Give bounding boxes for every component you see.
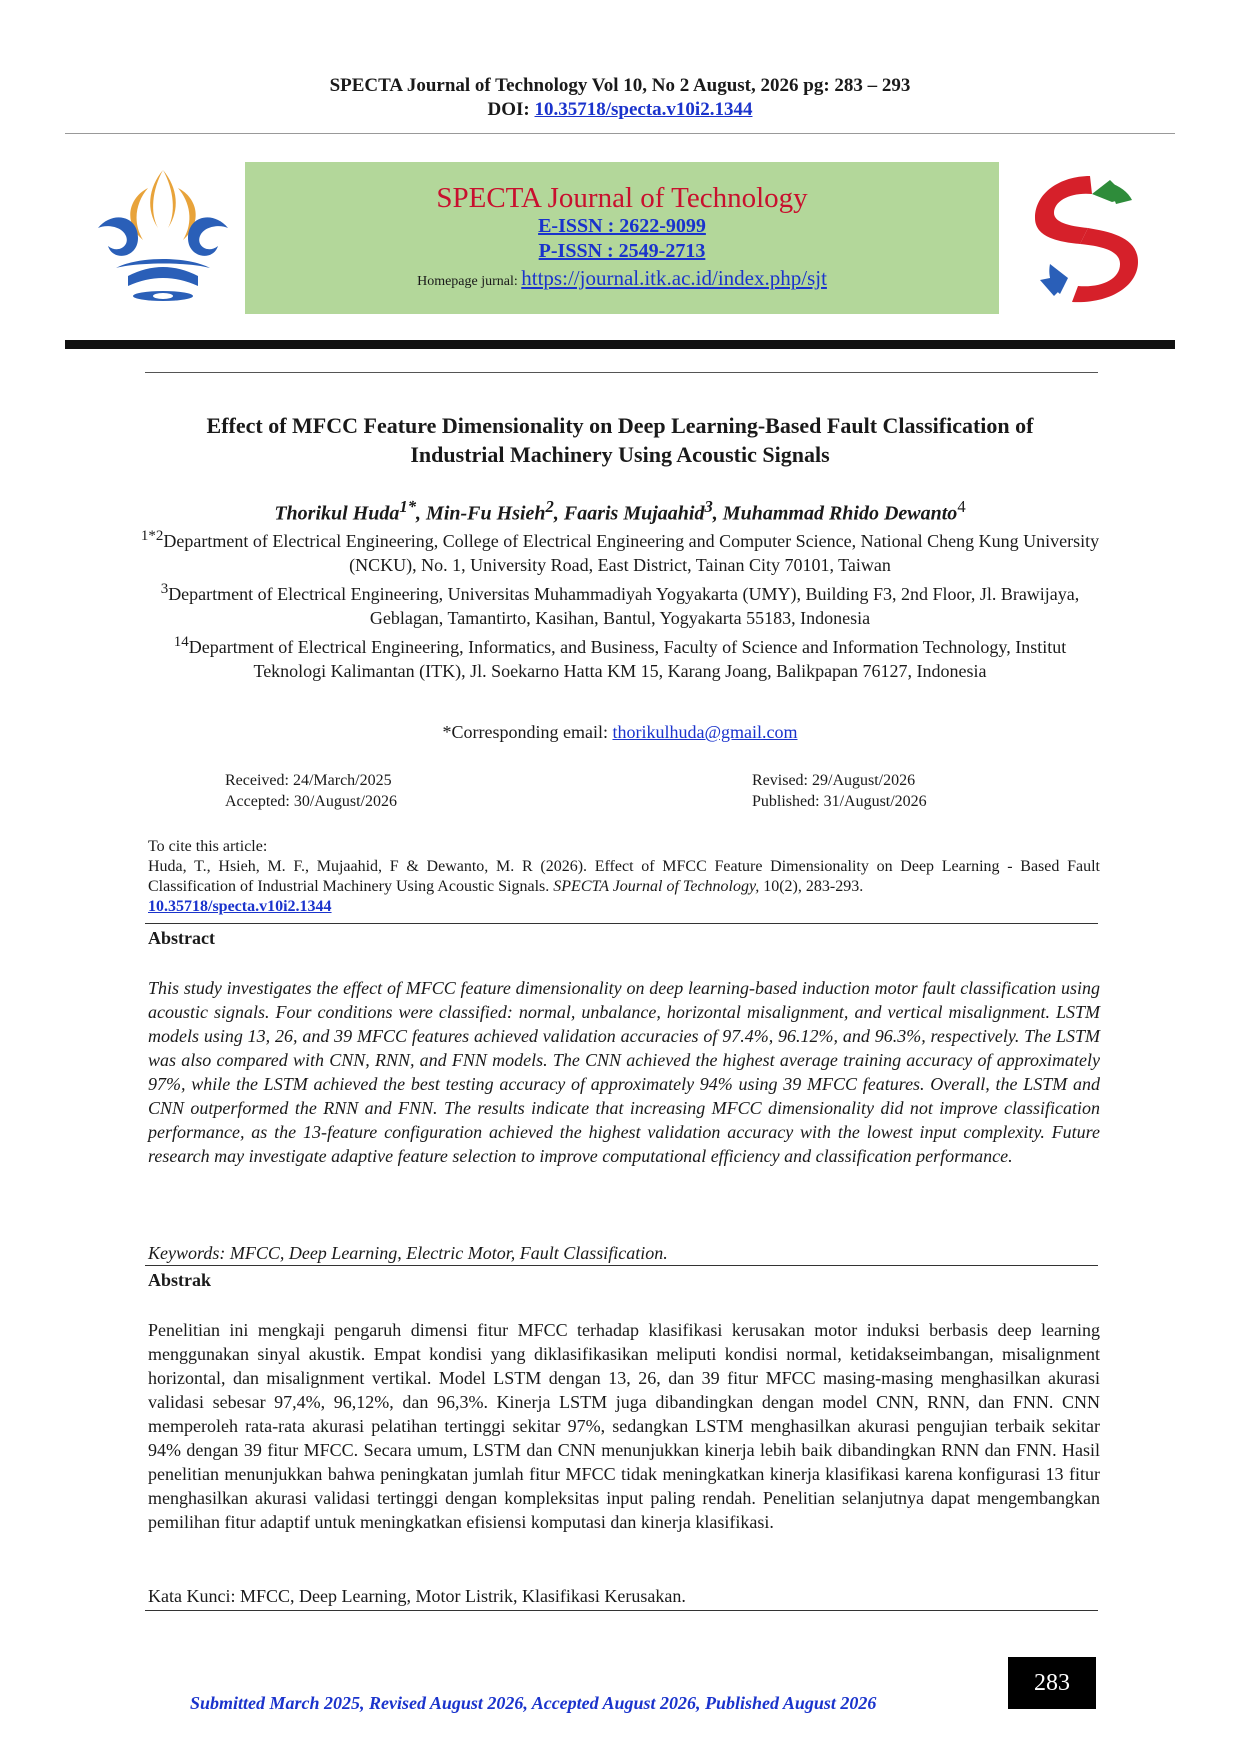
- banner-rule: [65, 340, 1175, 349]
- homepage-link[interactable]: https://journal.itk.ac.id/index.php/sjt: [521, 266, 827, 290]
- citation-text: [148, 857, 1100, 897]
- abstrak-bottom-rule: [145, 1610, 1098, 1611]
- affiliation: [140, 524, 1100, 577]
- author-name: Min-Fu Hsieh: [426, 502, 546, 525]
- title-line-2: Industrial Machinery Using Acoustic Signals: [410, 442, 830, 467]
- doi-line: [0, 98, 1240, 122]
- dates-right: [752, 770, 927, 812]
- abstrak-text: Penelitian ini mengkaji pengaruh dimensi fitur MFCC terhadap klasifikasi kerusakan motor induksi berbasis deep learning menggunakan sinyal akustik. Empat kondisi yang diklasifikasikan meliputi kondisi normal, ketidakseimbangan, misalignment horizontal, dan misalignment vertikal. Model LSTM dengan 13, 26, dan 39 fitur MFCC masing-masing menghasilkan akurasi validasi sebesar 97,4%, 96,12%, dan 96,3%. Kinerja LSTM juga dibandingkan dengan model CNN, RNN, dan FNN. CNN memperoleh rata-rata akurasi pelatihan tertinggi sekitar 97%, sedangkan LSTM menghasilkan akurasi pengujian terbaik sekitar 94% dengan 39 fitur MFCC. Secara umum, LSTM dan CNN menunjukkan kinerja lebih baik dibandingkan RNN dan FNN. Hasil penelitian menunjukkan bahwa peningkatan jumlah fitur MFCC tidak meningkatkan kinerja klasifikasi karena konfigurasi 13 fitur menghasilkan akurasi validasi tertinggi dengan kompleksitas input paling rendah. Penelitian selanjutnya dapat mengembangkan pemilihan fitur adaptif untuk meningkatkan efisiensi komputasi dan kinerja klasifikasi.: [148, 1320, 1100, 1532]
- author-sup: 1*: [399, 497, 417, 516]
- title-top-rule: [145, 372, 1098, 373]
- published-date: Published: 31/August/2026: [752, 793, 927, 810]
- dates-left: [225, 770, 397, 812]
- affiliation: [140, 577, 1100, 630]
- author-name: Faaris Mujaahid: [563, 502, 705, 525]
- author-name: Muhammad Rhido Dewanto: [722, 502, 958, 525]
- citation-body: Huda, T., Hsieh, M. F., Mujaahid, F & Dewanto, M. R (2026). Effect of MFCC Feature Dimensionality on Deep Learning - Based Fault Classification of Industrial Machinery Using Acoustic Signals.: [148, 858, 1100, 895]
- accepted-date: Accepted: 30/August/2026: [225, 793, 397, 810]
- running-head: [0, 74, 1240, 122]
- email-label: *Corresponding email:: [442, 722, 613, 742]
- abstract-text: This study investigates the effect of MFCC feature dimensionality on deep learning-based induction motor fault classification using acoustic signals. Four conditions were classified: normal, unbalance, horizontal misalignment, and vertical misalignment. LSTM models using 13, 26, and 39 MFCC features achieved validation accuracies of 97.4%, 96.12%, and 96.3%, respectively. The LSTM was also compared with CNN, RNN, and FNN models. The CNN achieved the highest average training accuracy of approximately 97%, while the LSTM achieved the best testing accuracy of approximately 94% using 39 MFCC features. Overall, the LSTM and CNN outperformed the RNN and FNN. The results indicate that increasing MFCC dimensionality did not improve classification performance, as the 13-feature configuration achieved the highest validation accuracy with the lowest input complexity. Future research may investigate adaptive feature selection to improve computational efficiency and classification performance.: [148, 978, 1100, 1166]
- affiliation-text: Department of Electrical Engineering, Informatics, and Business, Faculty of Science and Information Technology, Institut Teknologi Kalimantan (ITK), Jl. Soekarno Hatta KM 15, Karang Joang, Balikpapan 76127, Indonesia: [188, 637, 1067, 681]
- abstrak-keywords: Kata Kunci: MFCC, Deep Learning, Motor Listrik, Klasifikasi Kerusakan.: [148, 1586, 686, 1606]
- doi-label: DOI:: [487, 99, 535, 120]
- affiliation-sup: 3: [160, 581, 169, 597]
- abstract-heading: Abstract: [148, 928, 215, 948]
- author-sup: 2: [545, 497, 554, 516]
- affiliation-sup: 14: [173, 634, 189, 650]
- abstract-keywords: Keywords: MFCC, Deep Learning, Electric Motor, Fault Classification.: [148, 1243, 668, 1263]
- citation-pages: 10(2), 283-293.: [759, 878, 864, 895]
- journal-title: SPECTA Journal of Technology: [436, 182, 808, 214]
- author-sup: 4: [957, 497, 966, 516]
- pissn-link[interactable]: P-ISSN : 2549-2713: [538, 240, 706, 262]
- homepage-line: [245, 264, 999, 296]
- header-rule: [65, 133, 1175, 134]
- citation-block: [148, 837, 1100, 917]
- corresponding-email: [140, 720, 1100, 744]
- journal-banner: [245, 162, 999, 314]
- affiliation-text: Department of Electrical Engineering, Universitas Muhammadiyah Yogyakarta (UMY), Building F3, 2nd Floor, Jl. Brawijaya, Geblagan, Tamantirto, Kasihan, Bantul, Yogyakarta 55183, Indonesia: [168, 584, 1080, 628]
- doi-link[interactable]: 10.35718/specta.v10i2.1344: [534, 99, 753, 120]
- received-date: Received: 24/March/2025: [225, 772, 392, 789]
- page-number: 283: [1008, 1657, 1096, 1709]
- email-link[interactable]: thorikulhuda@gmail.com: [612, 722, 798, 742]
- specta-logo: [1020, 168, 1150, 308]
- citation-heading: To cite this article:: [148, 838, 268, 855]
- affiliation: [140, 630, 1100, 683]
- running-title: SPECTA Journal of Technology Vol 10, No 2 August, 2026 pg: 283 – 293: [329, 75, 911, 96]
- affiliations: [140, 524, 1100, 683]
- author-name: Thorikul Huda: [274, 502, 400, 525]
- title-line-1: Effect of MFCC Feature Dimensionality on Deep Learning-Based Fault Classification of: [206, 413, 1034, 438]
- abstrak-top-rule: [145, 1265, 1098, 1266]
- eissn-link[interactable]: E-ISSN : 2622-9099: [538, 215, 706, 237]
- citation-doi-link[interactable]: 10.35718/specta.v10i2.1344: [148, 898, 332, 915]
- submission-history: Submitted March 2025, Revised August 2026, Accepted August 2026, Published August 2026: [190, 1693, 877, 1713]
- author-sup: 3: [704, 497, 713, 516]
- author-list: Thorikul Huda$^{1*}$, Min-Fu Hsieh$^2$, Faaris Mujaahid$^3$, Muhammad Rhido Dewanto$^4$: [274, 497, 966, 525]
- article-title: [140, 411, 1100, 469]
- revised-date: Revised: 29/August/2026: [752, 772, 916, 789]
- abstract-top-rule: [145, 923, 1098, 924]
- institution-logo: [88, 158, 238, 308]
- affiliation-sup: 1*2: [140, 528, 164, 544]
- citation-journal: SPECTA Journal of Technology,: [553, 878, 760, 895]
- affiliation-text: Department of Electrical Engineering, College of Electrical Engineering and Computer Science, National Cheng Kung University (NCKU), No. 1, University Road, East District, Tainan City 70101, Taiwan: [163, 531, 1100, 575]
- homepage-label: Homepage jurnal:: [417, 274, 522, 289]
- abstrak-heading: Abstrak: [148, 1270, 212, 1290]
